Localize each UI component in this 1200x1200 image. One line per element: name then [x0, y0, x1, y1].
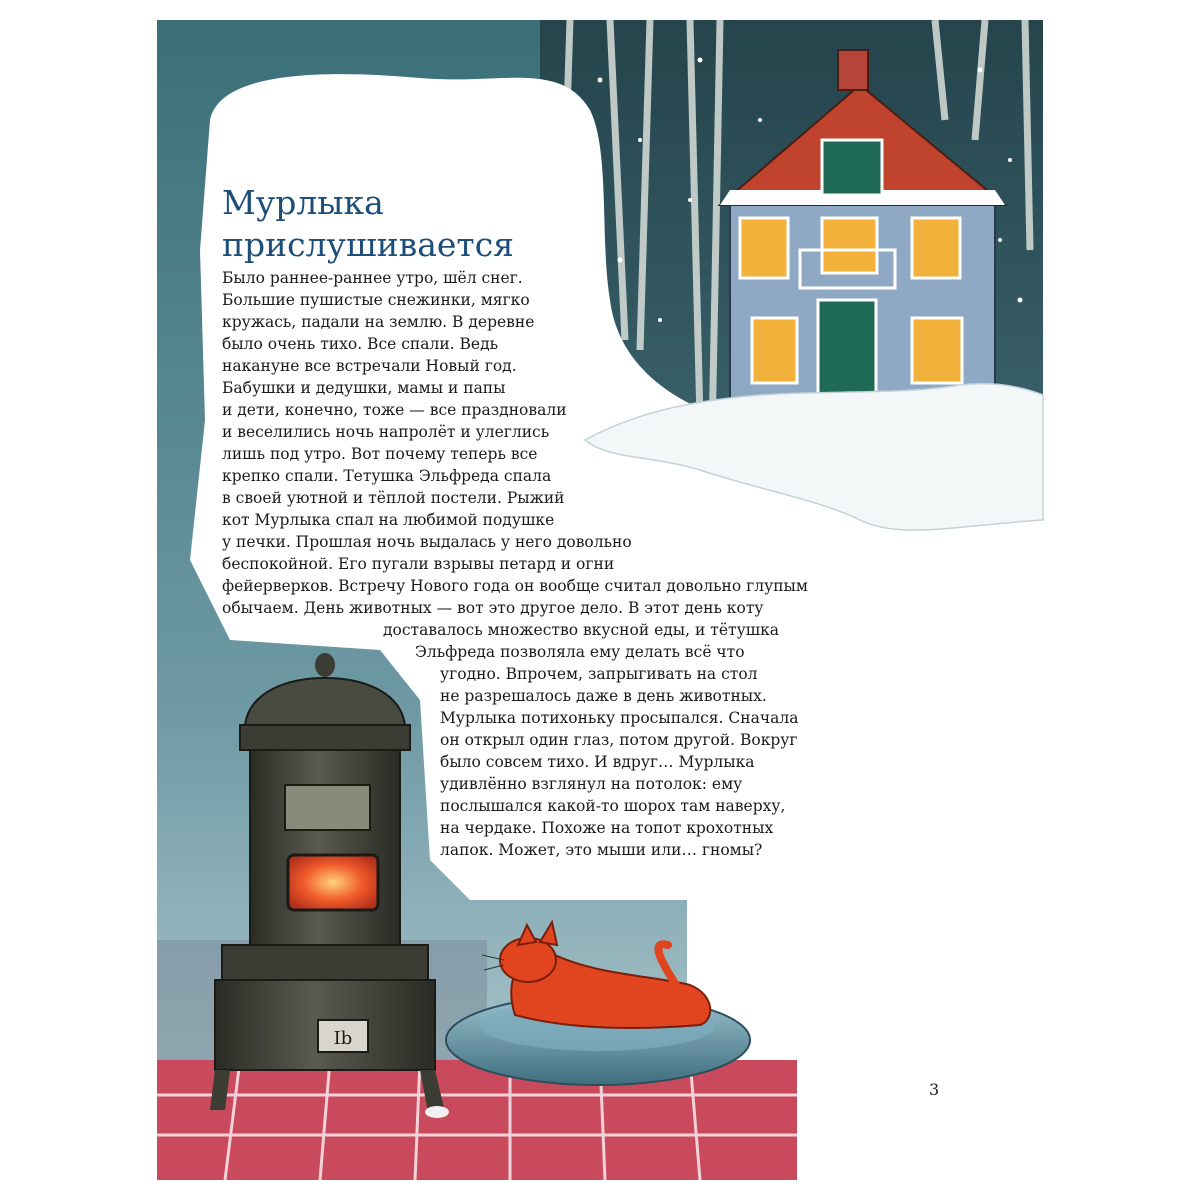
story-line: накануне все встречали Новый год. — [222, 357, 517, 375]
story-line: на чердаке. Похоже на топот крохотных — [440, 819, 774, 837]
story-line: было совсем тихо. И вдруг… Мурлыка — [440, 753, 755, 771]
story-line: доставалось множество вкусной еды, и тётушка — [383, 621, 780, 639]
story-line: Большие пушистые снежинки, мягко — [222, 291, 530, 309]
chapter-title-line: прислушивается — [222, 225, 514, 264]
story-line: Мурлыка потихоньку просыпался. Сначала — [440, 709, 799, 727]
story-line: лишь под утро. Вот почему теперь все — [222, 445, 538, 463]
story-line: Бабушки и дедушки, мамы и папы — [222, 379, 506, 397]
story-line: удивлённо взглянул на потолок: ему — [440, 775, 743, 793]
story-line: кот Мурлыка спал на любимой подушке — [222, 511, 555, 529]
story-line: было очень тихо. Все спали. Ведь — [222, 335, 499, 353]
story-line: послышался какой-то шорох там наверху, — [440, 797, 786, 815]
story-line: не разрешалось даже в день животных. — [440, 687, 767, 705]
story-line: и веселились ночь напролёт и улеглись — [222, 423, 550, 441]
stove-door-label: Ib — [333, 1028, 353, 1049]
chapter-title-block — [222, 182, 514, 266]
story-line: Было раннее-раннее утро, шёл снег. — [222, 269, 523, 287]
story-line: обычаем. День животных — вот это другое дело. В этот день коту — [222, 599, 764, 617]
story-line: фейерверков. Встречу Нового года он вообще считал довольно глупым — [222, 577, 808, 595]
story-line: Эльфреда позволяла ему делать всё что — [415, 643, 745, 661]
story-line: крепко спали. Тетушка Эльфреда спала — [222, 467, 552, 485]
story-line: кружась, падали на землю. В деревне — [222, 313, 535, 331]
story-line: лапок. Может, это мыши или… гномы? — [440, 841, 763, 859]
story-line: он открыл один глаз, потом другой. Вокруг — [440, 731, 798, 749]
story-line: у печки. Прошлая ночь выдалась у него довольно — [222, 533, 632, 551]
chapter-title-line: Мурлыка — [222, 183, 384, 222]
page-number: 3 — [929, 1080, 940, 1099]
story-line: беспокойной. Его пугали взрывы петард и огни — [222, 555, 615, 573]
story-line: угодно. Впрочем, запрыгивать на стол — [440, 665, 758, 683]
chapter-title — [222, 182, 514, 266]
story-line: и дети, конечно, тоже — все праздновали — [222, 401, 567, 419]
story-line: в своей уютной и тёплой постели. Рыжий — [222, 489, 565, 507]
